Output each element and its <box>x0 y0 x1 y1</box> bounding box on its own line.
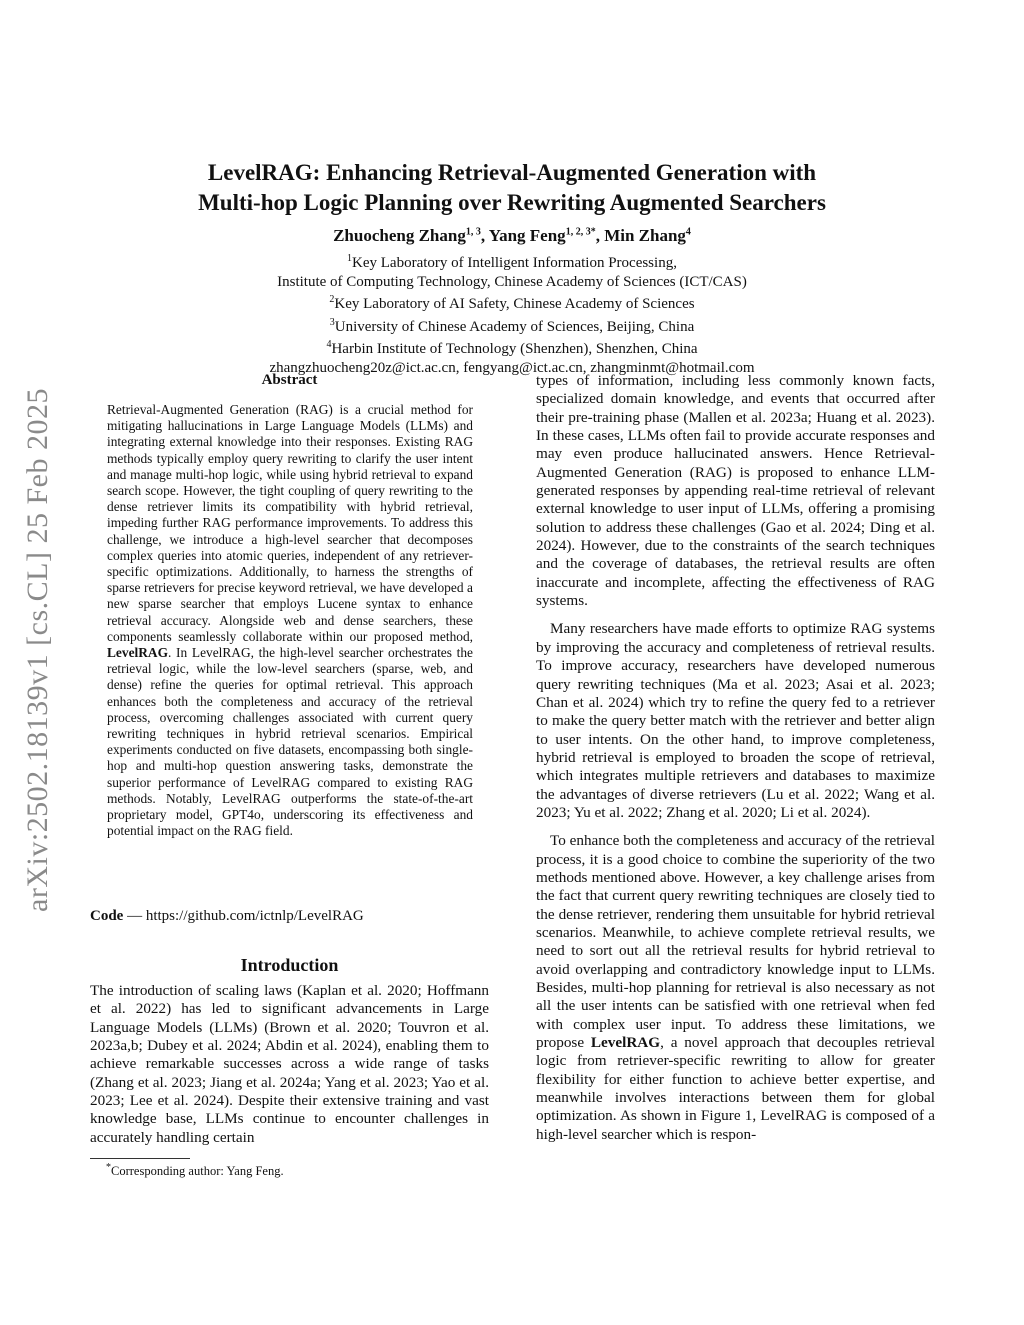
arxiv-id-text: arXiv:2502.18139v1 [cs.CL] 25 Feb 2025 <box>21 388 55 912</box>
author-list <box>0 226 1024 246</box>
affiliation-mark: 2 <box>329 294 335 305</box>
method-name-bold: LevelRAG <box>107 645 168 661</box>
footnote-mark: * <box>106 1162 111 1173</box>
affiliation-text: Key Laboratory of AI Safety, Chinese Academy of Sciences <box>334 296 695 312</box>
affiliation-mark: 3 <box>329 316 335 328</box>
affiliation-mark: 1 <box>347 253 353 264</box>
paragraph-text: The introduction of scaling laws (Kaplan et al. 2020; Hoffmann et al. 2022) has led to significant advancements in Large Language Models (LLMs) (Brown et al. 2020; Touvron et al. 2023a,b; Dubey et al. 2024; Abdin et al. 2024), enabling them to achieve remarkable successes across a wide range of tasks (Zhang et al. 2023; Jiang et al. 2024a; Yang et al. 2023; Yao et al. 2023; Lee et al. 2024). Despite their extensive training and vast knowledge base, LLMs continue to encounter challenges in accurately handling certain <box>90 982 489 1146</box>
method-name-bold: LevelRAG <box>590 1034 661 1052</box>
affiliation-line <box>0 336 1024 359</box>
introduction-paragraph <box>90 982 489 1147</box>
paragraph-part: To enhance both the completeness and accuracy of the retrieval process, it is a good choice to combine the superiority of the two methods mentioned above. However, a key challenge arises from the fact that current query rewriting techniques are closely tied to the dense retriever, rendering them unsuitable for hybrid retrieval scenarios. Meanwhile, to achieve complete retrieval results, we need to sort out all the retrieval results for hybrid retrieval to avoid overlapping and contradictory knowledge input to LLMs. Besides, multi-hop planning for retrieval is also necessary as not all the user intents can be satisfied with one retrieval when fed with complex user input. To address these limitations, we propose <box>536 832 935 1052</box>
paragraph-text <box>536 832 935 1144</box>
title-line-1: LevelRAG: Enhancing Retrieval-Augmented Generation with <box>207 160 817 185</box>
paper-title <box>0 158 1024 218</box>
affiliation-mark: 4 <box>326 339 332 350</box>
affiliation-line <box>0 250 1024 273</box>
abstract-text-part: Retrieval-Augmented Generation (RAG) is a crucial method for mitigating hallucinations in Large Language Models (LLMs) and integrating external knowledge into their responses. Existing RAG methods typically employ query rewriting to clarify the user intent and manage multi-hop logic, while using hybrid retrieval to expand search scope. However, the tight coupling of query rewriting to the dense retriever limits its compatibility with hybrid retrieval, impeding further RAG performance improvements. To address this challenge, we introduce a high-level searcher that decomposes complex queries into atomic queries, independent of any retriever-specific optimizations. Additionally, to harness the strengths of sparse retrievers for precise keyword retrieval, we have developed a new sparse searcher that employs Lucene syntax to enhance retrieval accuracy. Alongside web and dense searchers, these components seamlessly collaborate within our proposed method, <box>107 402 473 644</box>
author-affil-marks: 1, 2, 3* <box>565 226 596 238</box>
author-separator: , <box>480 226 489 245</box>
right-column <box>536 372 935 1144</box>
author-affil-marks: 1, 3 <box>465 226 481 238</box>
code-dash: — <box>123 908 146 924</box>
affiliation-line <box>0 314 1024 337</box>
email-text: zhangzhuocheng20z@ict.ac.cn, fengyang@ict.ac.cn, zhangminmt@hotmail.com <box>269 359 755 376</box>
author-name: Min Zhang <box>604 226 686 245</box>
affiliation-text: University of Chinese Academy of Sciences, Beijing, China <box>334 318 695 335</box>
arxiv-identifier-stamp <box>8 360 68 940</box>
author-name: Zhuocheng Zhang <box>333 226 466 245</box>
author-affil-marks: 4 <box>685 226 691 238</box>
author-name: Yang Feng <box>488 226 566 245</box>
introduction-heading: Introduction <box>240 955 339 975</box>
footnote-divider <box>90 1158 190 1159</box>
abstract-heading: Abstract <box>261 372 318 388</box>
affiliation-text: Key Laboratory of Intelligent Information Processing, <box>352 255 677 271</box>
author-separator: , <box>595 226 605 245</box>
affiliation-list <box>0 250 1024 377</box>
affiliation-line <box>0 291 1024 314</box>
title-line-2: Multi-hop Logic Planning over Rewriting Augmented Searchers <box>198 190 826 215</box>
paragraph-text: types of information, including less commonly known facts, specialized domain knowledge, and events that occurred after their pre-training phase (Mallen et al. 2023a; Huang et al. 2023). In these cases, LLMs often fail to provide accurate responses and may even produce hallucinated answers. Hence Retrieval-Augmented Generation (RAG) is proposed to enhance LLM-generated responses by appending real-time retrieval of relevant external knowledge to user input of LLMs, offering a promising solution to address these challenges (Gao et al. 2024; Ding et al. 2024). However, due to the constraints of the search techniques and the coverage of databases, the retrieval results are often inaccurate and incomplete, affecting the effectiveness of RAG systems. <box>536 372 935 610</box>
abstract-text-part: . In LevelRAG, the high-level searcher orchestrates the retrieval logic, while the low-level searchers (sparse, web, and dense) refine the queries for optimal retrieval. This approach enhances both the completeness and accuracy of the retrieval process, overcoming challenges associated with current query rewriting techniques in hybrid retrieval scenarios. Empirical experiments conducted on five datasets, encompassing both single-hop and multi-hop question answering tasks, demonstrate the superior performance of LevelRAG compared to existing RAG methods. Notably, LevelRAG outperforms the state-of-the-art proprietary model, GPT4o, underscoring its effectiveness and potential impact on the RAG field. <box>107 645 473 839</box>
code-line <box>90 908 489 925</box>
code-url-link[interactable]: https://github.com/ictnlp/LevelRAG <box>145 908 364 924</box>
code-label: Code <box>90 908 124 924</box>
paragraph-text: Many researchers have made efforts to optimize RAG systems by improving the accuracy and completeness of retrieval results. To improve accuracy, researchers have developed numerous query rewriting techniques (Ma et al. 2023; Asai et al. 2023; Chan et al. 2024) which try to refine the query fed to a retriever to make the query better match with the retriever and better align to user intents. On the other hand, to improve completeness, hybrid retrieval is employed to broaden the scope of retrieval, which integrates multiple retrievers and databases to maximize the advantages of diverse retrievers (Lu et al. 2022; Wang et al. 2023; Yu et al. 2022; Zhang et al. 2020; Li et al. 2024). <box>536 620 935 821</box>
affiliation-line <box>0 273 1024 292</box>
paragraph-part: , a novel approach that decouples retrieval logic from retriever-specific rewriting to allow for greater flexibility for either function to achieve better expertise, and meanwhile involves interactions between them for global optimization. As shown in Figure 1, LevelRAG is composed of a high-level searcher which is respon- <box>536 1034 935 1143</box>
footnote <box>106 1162 284 1179</box>
affiliation-text: Harbin Institute of Technology (Shenzhen), Shenzhen, China <box>331 341 698 357</box>
affiliation-text: Institute of Computing Technology, Chinese Academy of Sciences (ICT/CAS) <box>277 273 747 290</box>
abstract-body <box>107 402 473 839</box>
footnote-text: Corresponding author: Yang Feng. <box>111 1164 284 1179</box>
